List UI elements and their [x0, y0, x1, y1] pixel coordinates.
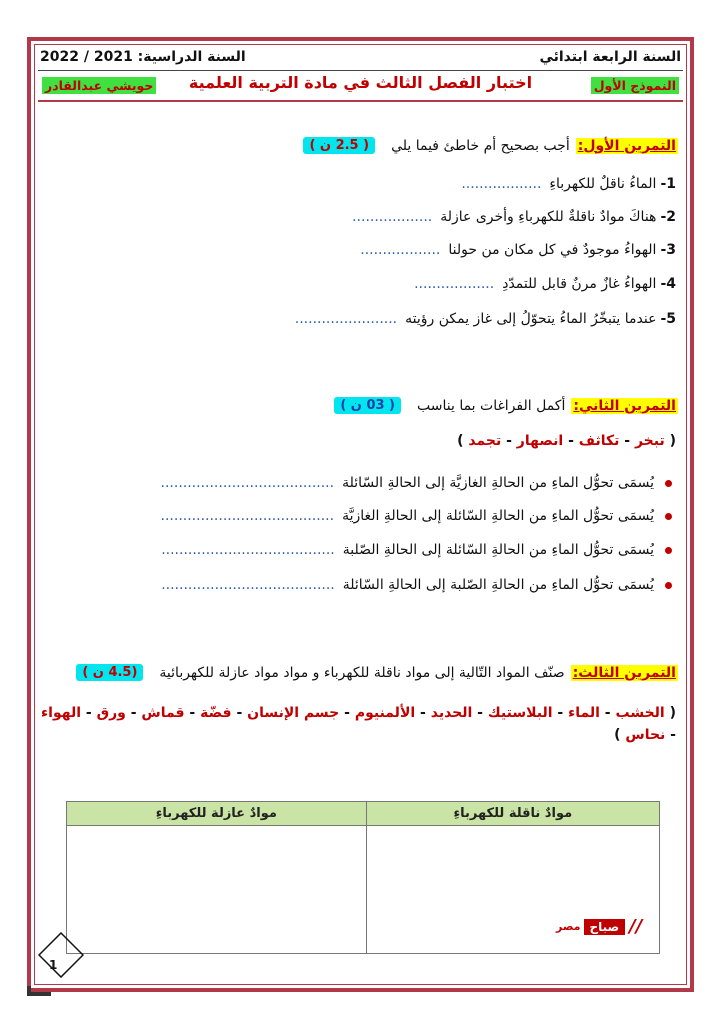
word-option: جسم الإنسان: [247, 705, 340, 721]
word-option: تجمد: [468, 433, 502, 449]
logo-bars-icon: //: [629, 916, 643, 937]
answer-blank[interactable]: .......................: [294, 311, 398, 327]
exercise2-points: ( 03 ن ): [334, 397, 401, 414]
word-option: الخشب: [615, 705, 665, 721]
insulators-cell[interactable]: [67, 826, 367, 954]
bullet: [665, 513, 672, 520]
word-option: البلاستيك: [487, 705, 553, 721]
question-3: 3-الهواءُ موجودٌ في كل مكان من حولنا..................: [360, 242, 676, 258]
question-1: 1-الماءُ ناقلٌ للكهرباءِ..................: [461, 176, 676, 192]
exercise3-word-bank: ( الخشب - الماء - البلاستيك - الحديد - الألمنيوم - جسم الإنسان - فضّة - قماش - ورق - الهواء - نحاس ): [40, 705, 676, 743]
watermark-logo: [556, 916, 642, 937]
model-label: النموذج الأول: [591, 77, 679, 94]
answer-blank[interactable]: .......................................: [160, 508, 335, 524]
answer-blank[interactable]: .......................................: [161, 542, 335, 558]
exercise2-label: التمرين الثاني:: [573, 397, 676, 414]
school-year: السنة الدراسية: 2021 / 2022: [40, 49, 246, 65]
exercise3-label: التمرين الثالث:: [572, 664, 676, 681]
page-number-diamond: [38, 932, 84, 978]
word-option: تكاثف: [578, 433, 620, 449]
exercise3-instruction: صنّف المواد التّالية إلى مواد ناقلة للكهرباء و مواد مواد عازلة للكهربائية: [159, 664, 565, 681]
fill-item-2: يُسمَى تحوُّل الماءِ من الحالةِ السّائلة إلى الحالةِ الغازيَّة.......................................: [161, 508, 654, 524]
answer-blank[interactable]: ..................: [414, 276, 495, 292]
exercise2-word-bank: ( تبخر - تكاثف - انصهار - تجمد ): [457, 433, 676, 449]
watermark-box: صباح: [584, 919, 626, 935]
answer-blank[interactable]: .......................................: [160, 475, 335, 491]
answer-blank[interactable]: ..................: [360, 242, 441, 258]
header-title-row: [38, 70, 683, 102]
conductors-header: موادٌ ناقلة للكهرباءِ: [366, 802, 659, 826]
grade-label: السنة الرابعة ابتدائي: [539, 49, 681, 65]
word-option: ورق: [96, 705, 126, 721]
answer-blank[interactable]: ..................: [352, 209, 433, 225]
exercise3-points: (4.5 ن ): [76, 664, 143, 681]
word-option: انصهار: [516, 433, 564, 449]
exercise1-title: [303, 137, 678, 154]
word-option: الحديد: [430, 705, 473, 721]
question-2: 2-هناكَ موادٌ ناقلةٌ للكهرباءِ وأخرى عازلة..................: [352, 209, 676, 225]
page-number: 1: [49, 958, 58, 972]
exam-header: [38, 46, 683, 102]
exercise1-instruction: أجب بصحيح أم خاطئ فيما يلي: [391, 137, 570, 154]
fill-item-4: يُسمَى تحوُّل الماءِ من الحالةِ الصّلبة إلى الحالةِ السّائلة.......................................: [161, 577, 654, 593]
word-option: فضّة: [200, 705, 232, 721]
fill-item-1: يُسمَى تحوُّل الماءِ من الحالةِ الغازيَّة إلى الحالةِ السّائلة.......................................: [161, 475, 654, 491]
word-option: الهواء: [40, 705, 82, 721]
watermark-text: مصر: [556, 920, 581, 933]
word-option: نحاس: [625, 727, 666, 743]
exercise2-instruction: أكمل الفراغات بما يناسب: [417, 397, 566, 414]
exercise3-title: [76, 664, 678, 681]
bullet: [665, 582, 672, 589]
question-5: 5-عندما يتبخّرُ الماءُ يتحوّلُ إلى غاز يمكن رؤيته.......................: [294, 311, 676, 327]
word-option: قماش: [141, 705, 185, 721]
exercise2-title: [334, 397, 678, 414]
header-top-row: [38, 46, 683, 68]
answer-blank[interactable]: .......................................: [161, 577, 335, 593]
exercise1-label: التمرين الأول:: [577, 137, 676, 154]
teacher-name: حويشي عبدالقادر: [42, 77, 156, 94]
bullet: [665, 480, 672, 487]
exam-title: اختبار الفصل الثالث في مادة التربية العلمية: [188, 73, 533, 92]
exercise1-points: ( 2.5 ن ): [303, 137, 375, 154]
insulators-header: موادٌ عازلة للكهرباءِ: [67, 802, 367, 826]
answer-blank[interactable]: ..................: [461, 176, 542, 192]
question-4: 4-الهواءُ غازٌ مرنٌ قابل للتمدّدِ..................: [414, 276, 676, 292]
word-option: الماء: [568, 705, 600, 721]
bullet: [665, 547, 672, 554]
fill-item-3: يُسمَى تحوُّل الماءِ من الحالةِ السّائلة إلى الحالةِ الصّلبة.......................................: [161, 542, 654, 558]
frame-corner-shadow: [27, 986, 51, 996]
word-option: تبخر: [634, 433, 665, 449]
word-option: الألمنيوم: [354, 705, 416, 721]
